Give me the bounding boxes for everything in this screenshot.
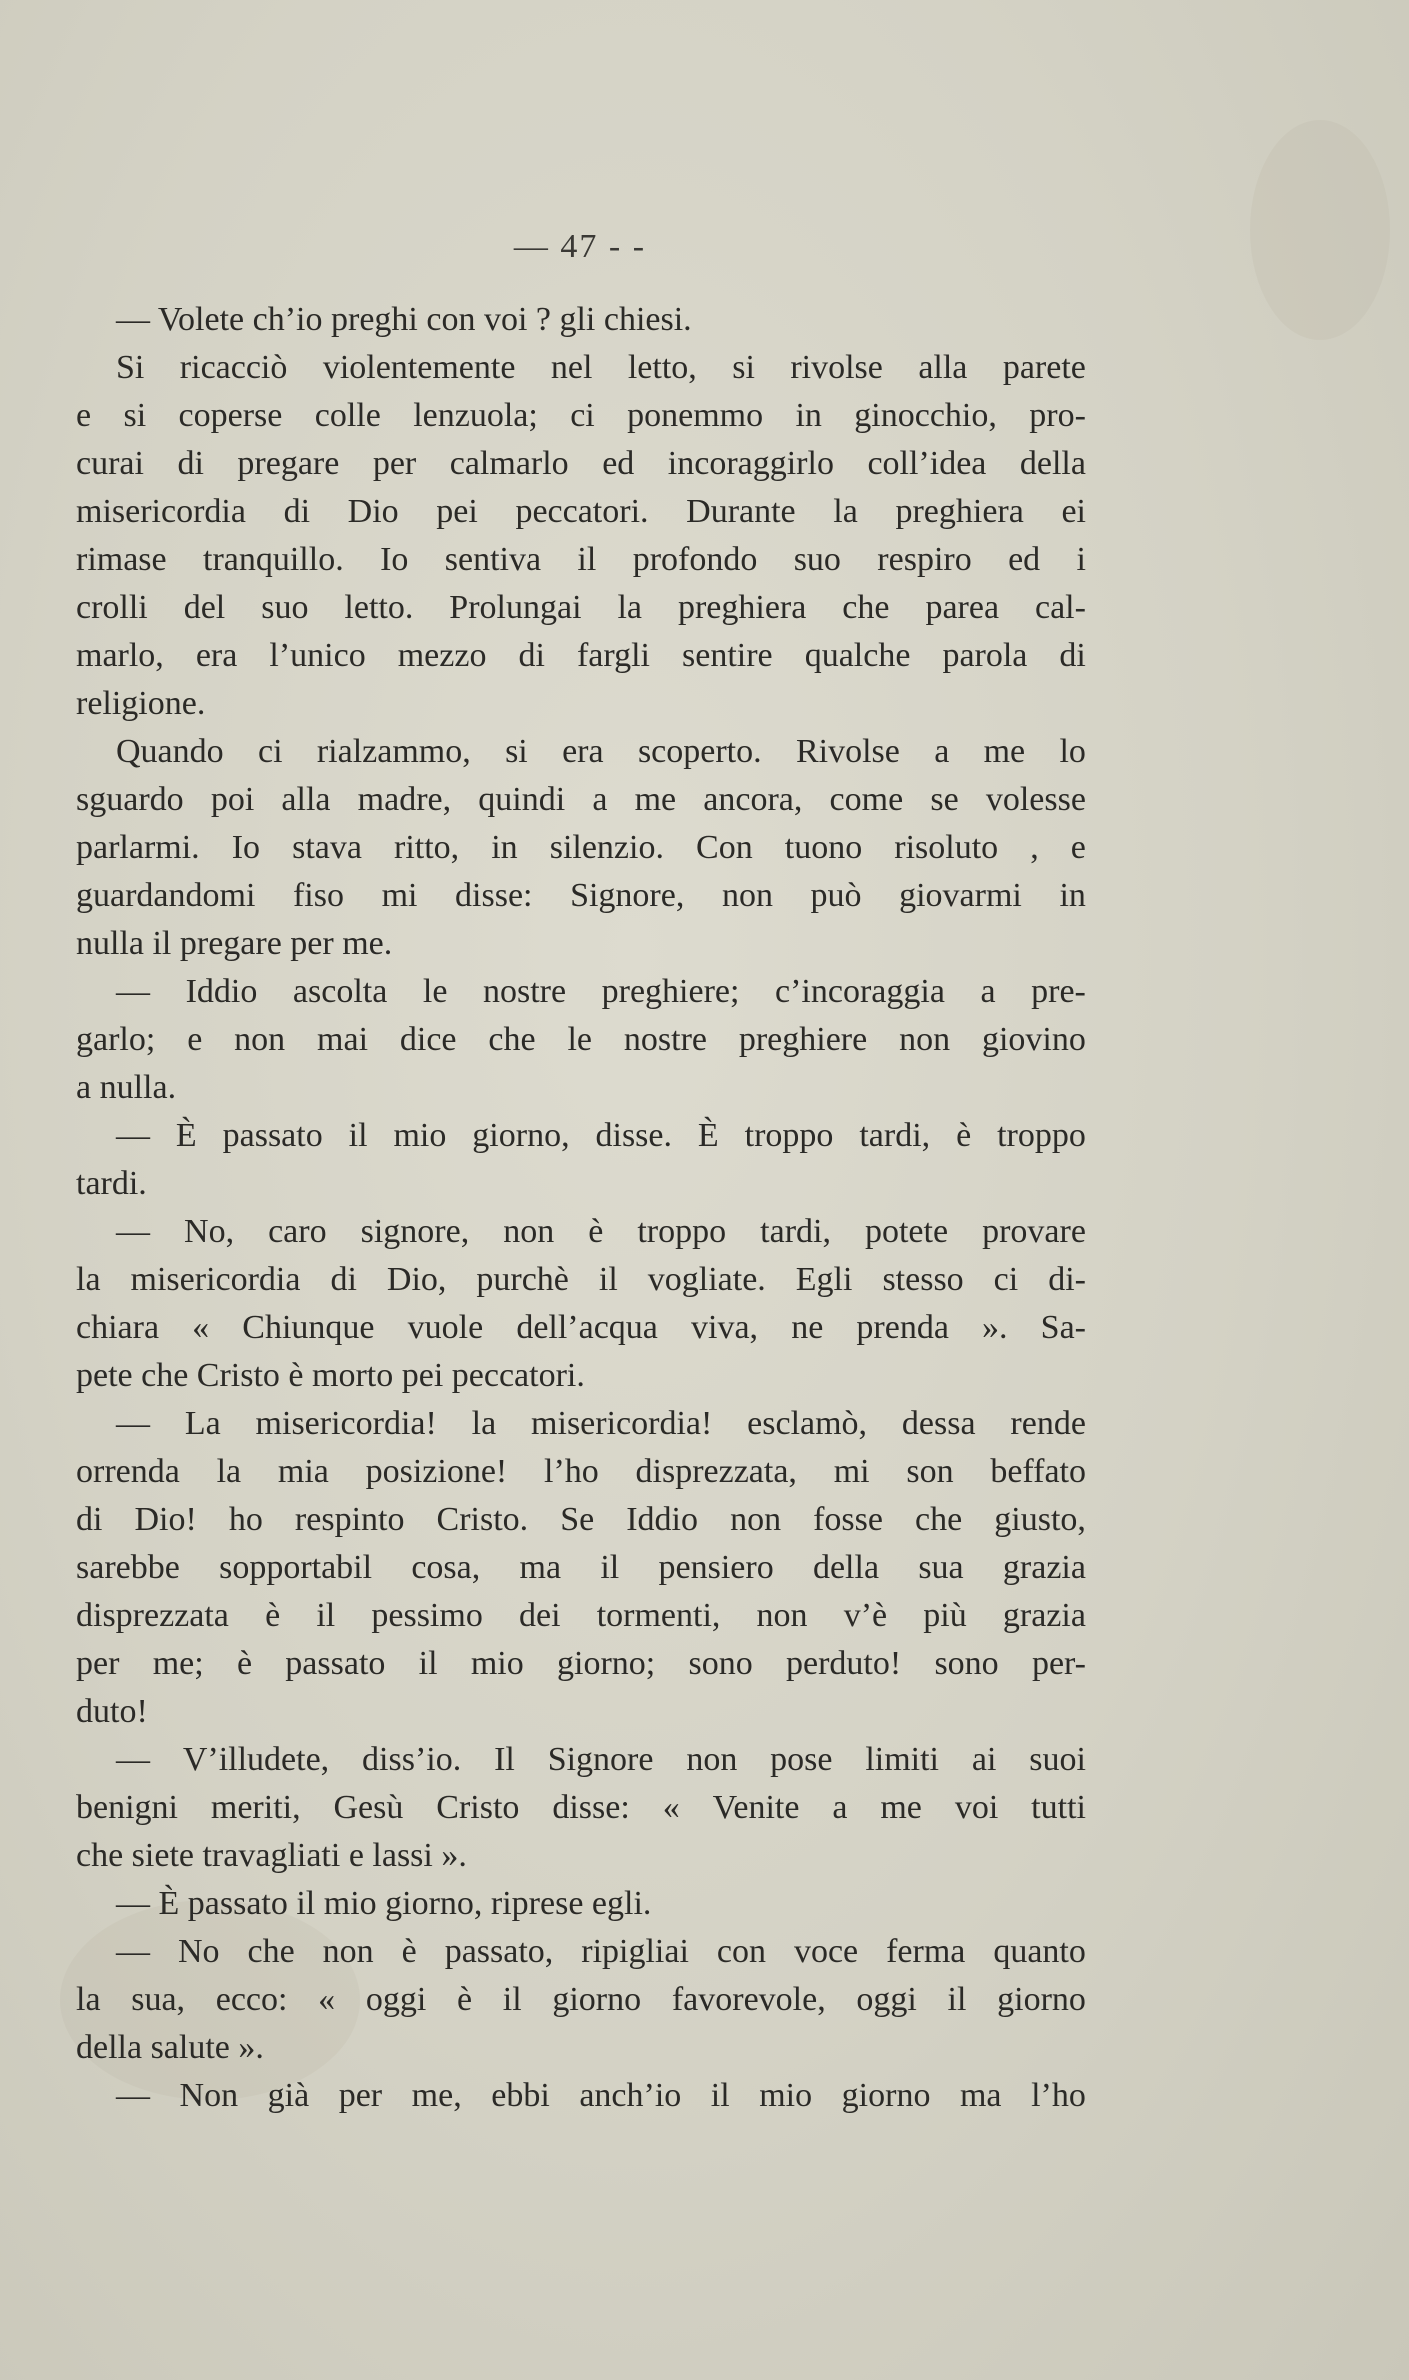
text-line: sarebbe sopportabil cosa, ma il pensiero della sua grazia (76, 1549, 1086, 1586)
text-line: la sua, ecco: « oggi è il giorno favorevole, oggi il giorno (76, 1981, 1086, 2018)
text-line: duto! (76, 1693, 148, 1730)
text-line: di Dio! ho respinto Cristo. Se Iddio non fosse che giusto, (76, 1501, 1086, 1538)
text-line: tardi. (76, 1165, 147, 1202)
body-text (76, 296, 1086, 2120)
text-line: parlarmi. Io stava ritto, in silenzio. Con tuono risoluto , e (76, 829, 1086, 866)
text-line: — No, caro signore, non è troppo tardi, potete provare (116, 1213, 1086, 1250)
text-line: pete che Cristo è morto pei peccatori. (76, 1357, 585, 1394)
page-number: — 47 - - (513, 228, 647, 265)
text-line: la misericordia di Dio, purchè il vogliate. Egli stesso ci di- (76, 1261, 1086, 1298)
text-line: benigni meriti, Gesù Cristo disse: « Venite a me voi tutti (76, 1789, 1086, 1826)
text-line: curai di pregare per calmarlo ed incoraggirlo coll’idea della (76, 445, 1086, 482)
text-line: che siete travagliati e lassi ». (76, 1837, 467, 1874)
text-line: per me; è passato il mio giorno; sono perduto! sono per- (76, 1645, 1086, 1682)
text-line: rimase tranquillo. Io sentiva il profondo suo respiro ed i (76, 541, 1086, 578)
text-line: — È passato il mio giorno, disse. È troppo tardi, è troppo (116, 1117, 1086, 1154)
text-line: a nulla. (76, 1069, 177, 1106)
text-line: e si coperse colle lenzuola; ci ponemmo in ginocchio, pro- (76, 397, 1086, 434)
text-line: sguardo poi alla madre, quindi a me ancora, come se volesse (76, 781, 1086, 818)
text-line: Quando ci rialzammo, si era scoperto. Rivolse a me lo (116, 733, 1086, 770)
text-line: chiara « Chiunque vuole dell’acqua viva, ne prenda ». Sa- (76, 1309, 1086, 1346)
text-line: religione. (76, 685, 206, 722)
text-line: disprezzata è il pessimo dei tormenti, non v’è più grazia (76, 1597, 1086, 1634)
text-line: garlo; e non mai dice che le nostre preghiere non giovino (76, 1021, 1086, 1058)
text-line: — No che non è passato, ripigliai con voce ferma quanto (116, 1933, 1086, 1970)
text-line: — Volete ch’io preghi con voi ? gli chiesi. (116, 301, 692, 338)
text-line: — V’illudete, diss’io. Il Signore non pose limiti ai suoi (116, 1741, 1086, 1778)
text-line: marlo, era l’unico mezzo di fargli sentire qualche parola di (76, 637, 1086, 674)
text-line: Si ricacciò violentemente nel letto, si rivolse alla parete (116, 349, 1086, 386)
text-line: orrenda la mia posizione! l’ho disprezzata, mi son beffato (76, 1453, 1086, 1490)
text-line: — È passato il mio giorno, riprese egli. (116, 1885, 652, 1922)
text-line: misericordia di Dio pei peccatori. Durante la preghiera ei (76, 493, 1086, 530)
text-line: — Non già per me, ebbi anch’io il mio giorno ma l’ho (116, 2077, 1086, 2114)
text-line: nulla il pregare per me. (76, 925, 393, 962)
text-line: crolli del suo letto. Prolungai la preghiera che parea cal- (76, 589, 1086, 626)
paper-stain (1250, 120, 1390, 340)
text-line: — La misericordia! la misericordia! esclamò, dessa rende (116, 1405, 1086, 1442)
text-line: — Iddio ascolta le nostre preghiere; c’incoraggia a pre- (116, 973, 1086, 1010)
text-line: della salute ». (76, 2029, 264, 2066)
text-line: guardandomi fiso mi disse: Signore, non può giovarmi in (76, 877, 1086, 914)
